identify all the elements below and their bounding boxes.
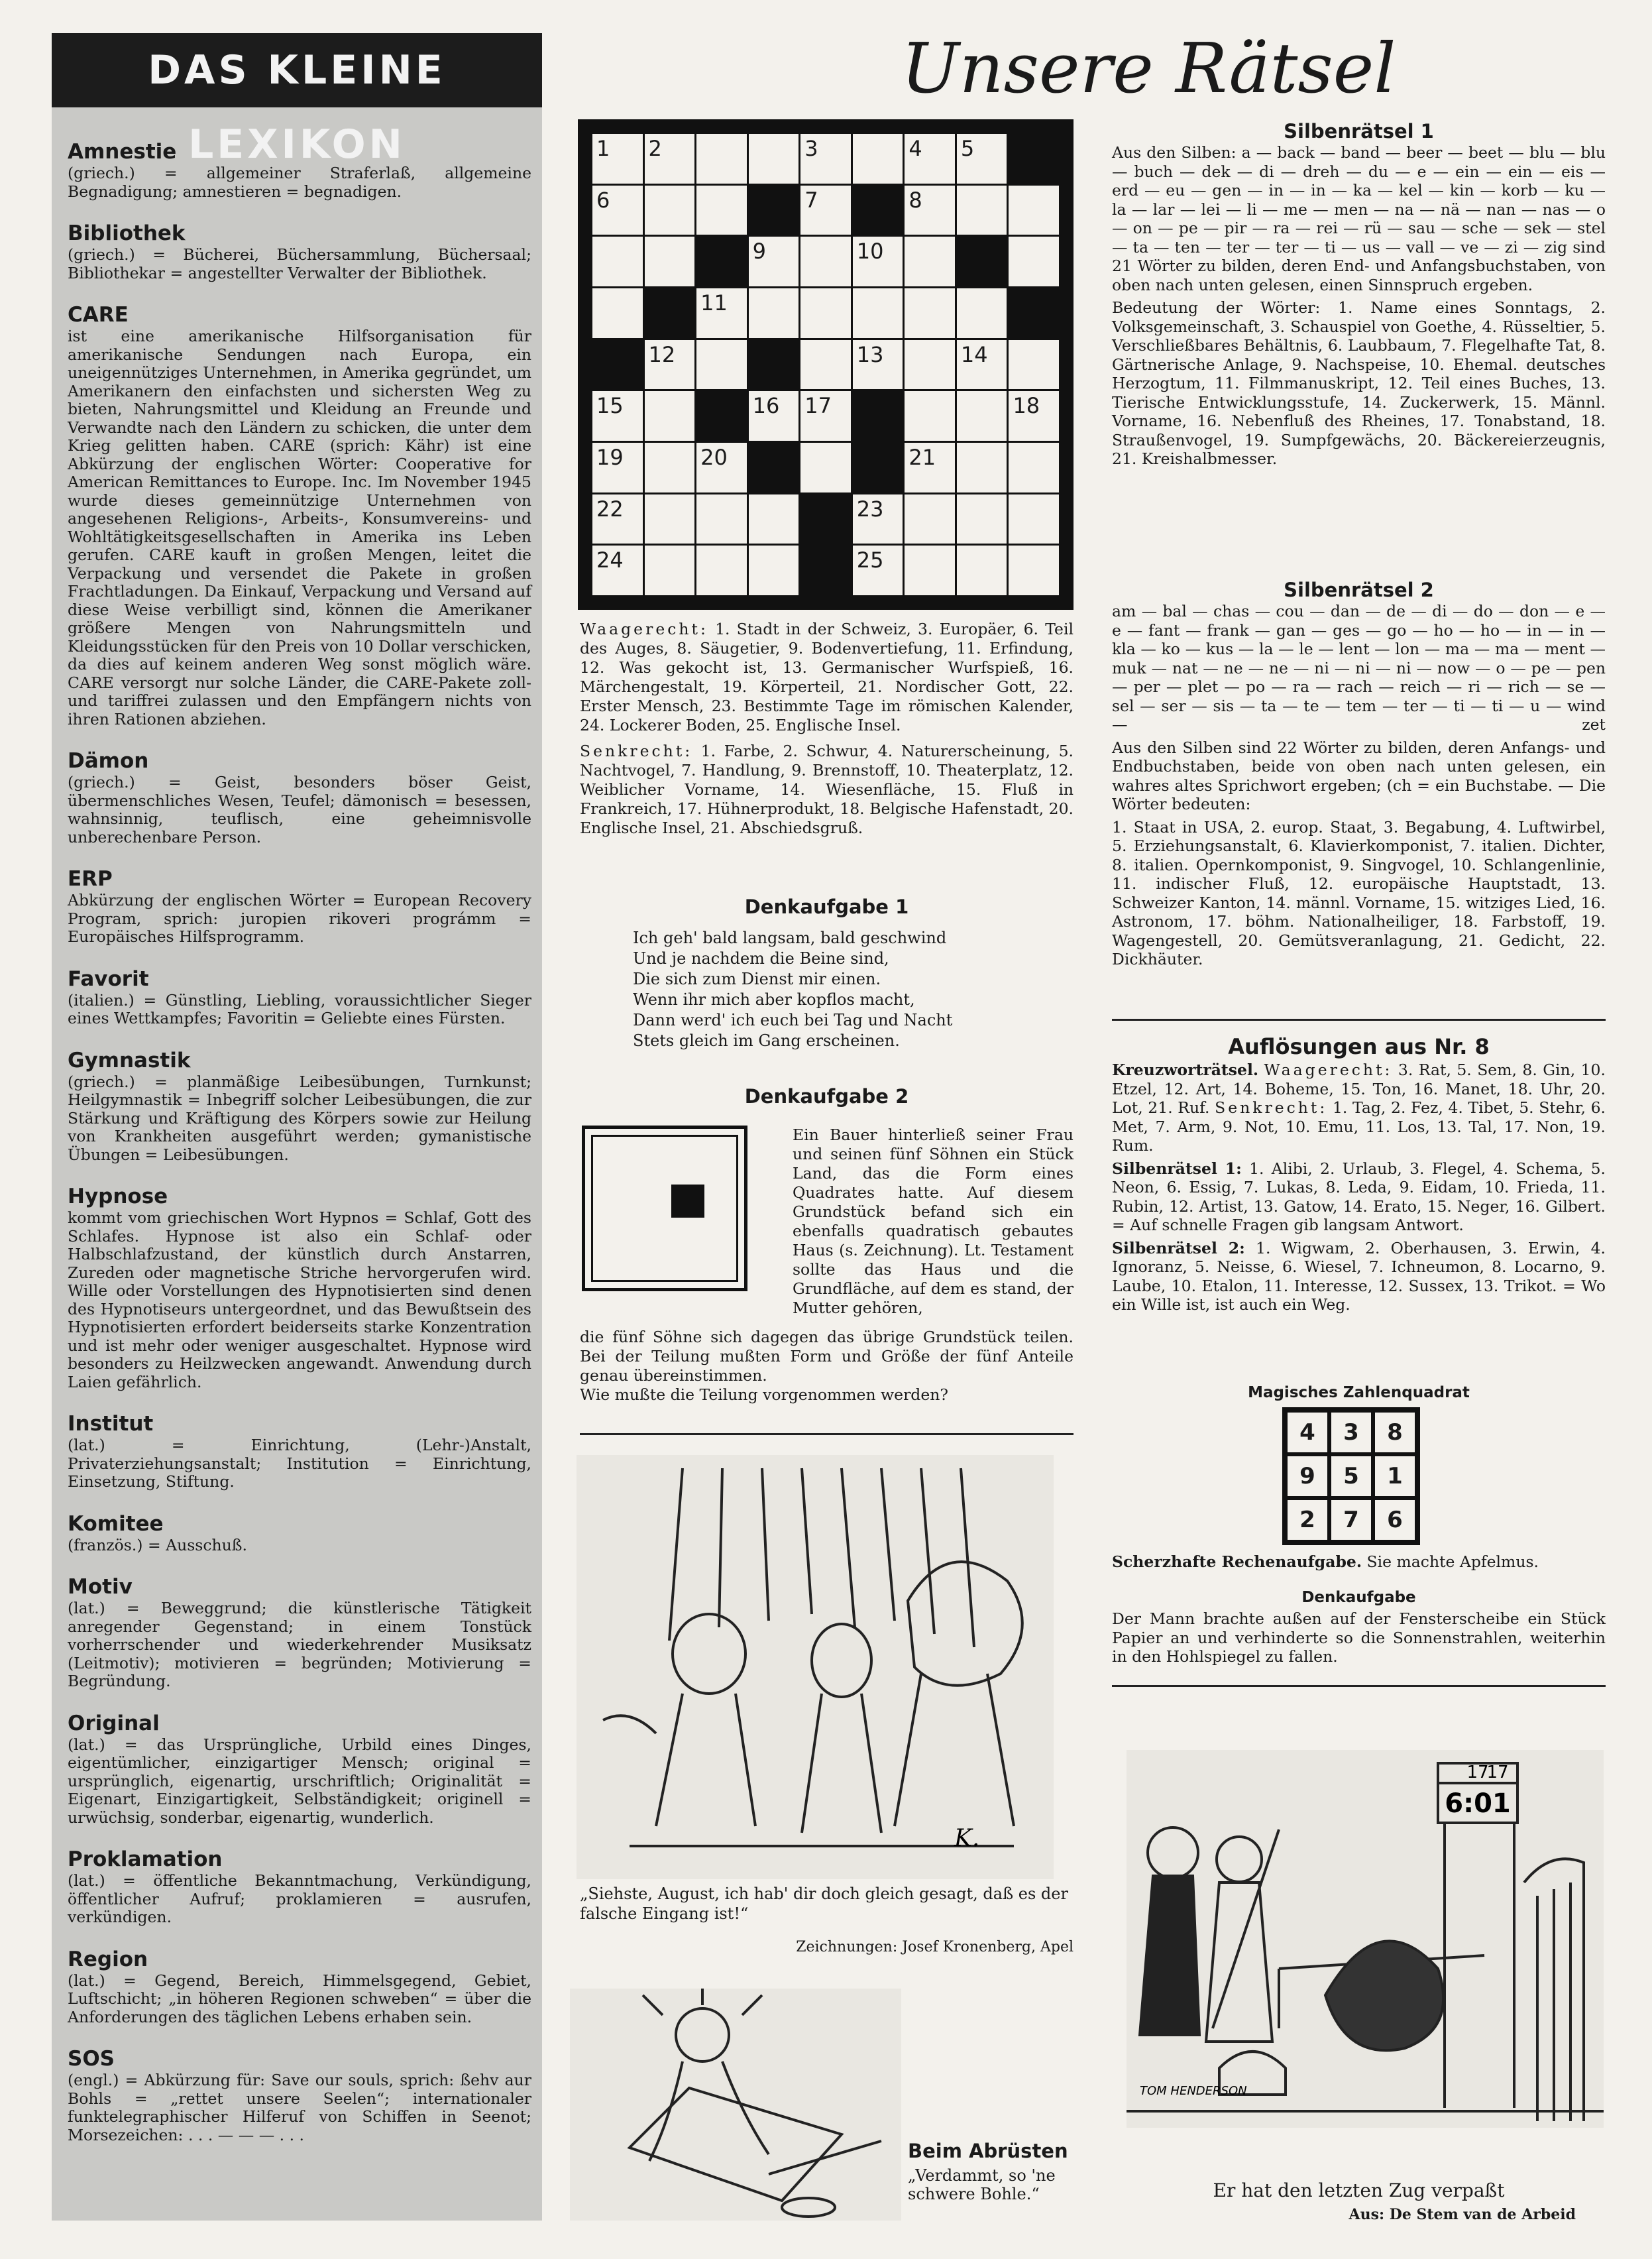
lexikon-term: Komitee bbox=[68, 1511, 164, 1536]
crossword-cell[interactable] bbox=[957, 186, 1007, 235]
cartoon-wrong-entrance bbox=[577, 1455, 1054, 1879]
crossword-cell[interactable] bbox=[1009, 494, 1059, 544]
crossword-cell[interactable] bbox=[800, 340, 851, 390]
lexikon-definition: (lat.) = Einrichtung, (Lehr-)Anstalt, Privaterziehungsanstalt; Institution = Einrichtung, Einsetzung, Stiftung. bbox=[68, 1436, 531, 1491]
solution-silben-1-text: 1. Alibi, 2. Urlaub, 3. Flegel, 4. Schema, 5. Neon, 6. Essig, 7. Lukas, 8. Leda, 9. Eidam, 10. Frieda, 11. Rubin, 12. Artist, 13. Gatow, 14. Erato, 15. Neger, 16. Gilbert. = Auf schnelle Fragen gib langsam Antwort. bbox=[1112, 1159, 1606, 1234]
crossword-cell-number: 11 bbox=[700, 290, 728, 316]
crossword-cell[interactable] bbox=[696, 186, 747, 235]
solution-denkaufgabe-text: Der Mann brachte außen auf der Fensterscheibe ein Stück Papier an und verhinderte so die Sonnenstrahlen, weiterhin in den Hohlspiegel zu fallen. bbox=[1112, 1609, 1606, 1666]
crossword-cell-number: 3 bbox=[804, 136, 818, 161]
crossword-cell[interactable] bbox=[645, 340, 695, 390]
crossword-cell-number: 6 bbox=[596, 187, 610, 213]
lexikon-definition: (lat.) = öffentliche Bekanntmachung, Verkündigung, öffentlicher Aufruf; proklamieren = ausrufen, verkündigen. bbox=[68, 1871, 531, 1926]
magic-square-cell: 1 bbox=[1375, 1456, 1415, 1496]
crossword-cell[interactable] bbox=[749, 288, 799, 338]
crossword-cell[interactable] bbox=[800, 186, 851, 235]
crossword-cell[interactable] bbox=[592, 237, 643, 286]
crossword-cell-number: 18 bbox=[1013, 393, 1040, 419]
crossword-black-cell bbox=[853, 443, 903, 492]
solution-across: 3. Rat, 5. Sem, 8. Gin, 10. Etzel, 12. Art, 14. Boheme, 15. Ton, 16. Manet, 18. Uhr, 20. Lot, 21. Ruf. bbox=[1112, 1061, 1606, 1117]
silbenraetsel-1-syllables: Aus den Silben: a — back — band — beer — beet — blu — blu — buch — dek — di — dreh — du — e — ein — ein — eis — erd — eu — gen — in — in — ka — kel — kin — korb — ku — la — lar — lei — li — me — men — na — nä — nan — nas — o — on — pe — pir — ra — rei — rü — sau — sche — sek — stel — ta — ten — ter — ter — ti — us — vall — ve — zi — zig sind 21 Wörter zu bilden, deren End- und Anfangsbuchstaben, von oben nach unten gelesen, einen Sinnspruch ergeben. bbox=[1112, 143, 1606, 294]
lexikon-entry bbox=[68, 1947, 531, 2027]
crossword-cell[interactable] bbox=[749, 391, 799, 441]
lexikon-definition: (französ.) = Ausschuß. bbox=[68, 1535, 247, 1554]
lexikon-definition: (griech.) = allgemeiner Straferlaß, allgemeine Begnadigung; amnestieren = begnadigen. bbox=[68, 164, 531, 201]
crossword-black-cell bbox=[645, 288, 695, 338]
crossword-cell[interactable] bbox=[905, 443, 955, 492]
crossword-cell[interactable] bbox=[645, 546, 695, 595]
crossword-cell-number: 24 bbox=[596, 548, 624, 573]
lexikon-entry bbox=[68, 748, 531, 846]
crossword-cell-number: 15 bbox=[596, 393, 624, 419]
crossword-cell[interactable] bbox=[800, 443, 851, 492]
crossword-cell[interactable] bbox=[853, 237, 903, 286]
cartoon-missed-train-drawing bbox=[1127, 1750, 1604, 2128]
magic-square-cell: 3 bbox=[1331, 1413, 1371, 1452]
cartoon-3-signature: TOM HENDERSON bbox=[1140, 2084, 1247, 2098]
solution-silben-1 bbox=[1112, 1159, 1606, 1235]
crossword-black-cell bbox=[749, 340, 799, 390]
crossword-cell[interactable] bbox=[1009, 186, 1059, 235]
lexikon-entry bbox=[68, 1511, 531, 1555]
lexikon-term: Motiv bbox=[68, 1575, 133, 1599]
crossword-cell[interactable] bbox=[1009, 391, 1059, 441]
crossword-cell[interactable] bbox=[645, 237, 695, 286]
magic-square-cell: 5 bbox=[1331, 1456, 1371, 1496]
solution-denkaufgabe bbox=[1112, 1586, 1606, 1666]
crossword-black-cell bbox=[592, 340, 643, 390]
lexikon-entry bbox=[68, 1847, 531, 1927]
lexikon-term: Bibliothek bbox=[68, 221, 186, 245]
crossword-cell[interactable] bbox=[905, 546, 955, 595]
lexikon-term: Gymnastik bbox=[68, 1048, 191, 1072]
lexikon-entry bbox=[68, 866, 531, 947]
lexikon-definition: (lat.) = Gegend, Bereich, Himmelsgegend, Gebiet, Luftschicht; „in höheren Regionen schweben“ = über die Anforderungen des täglichen Lebens erhaben sein. bbox=[68, 1971, 531, 2026]
crossword-cell-number: 22 bbox=[596, 496, 624, 522]
crossword-cell-number: 25 bbox=[856, 548, 884, 573]
crossword-cell[interactable] bbox=[800, 134, 851, 184]
poem-line: Die sich zum Dienst mir einen. bbox=[633, 970, 881, 988]
solution-across-label: Waagerecht: bbox=[1264, 1061, 1393, 1079]
crossword-cell[interactable] bbox=[696, 443, 747, 492]
silbenraetsel-1-meaning: Bedeutung der Wörter: 1. Name eines Sonntags, 2. Volksgemeinschaft, 3. Schauspiel von Goethe, 4. Rüsseltier, 5. Verschließbares Behältnis, 6. Laubbaum, 7. Flegelhafte Tat, 8. Gärtnerische Anlage, 9. Nachspeise, 10. Ehemal. deutsches Herzogtum, 11. Filmmanuskript, 12. Teil eines Buches, 13. Tierische Entwicklungsstufe, 14. Zuckerwerk, 15. Männl. Vorname, 16. Nebenfluß des Rheines, 17. Tonabstand, 18. Straußenvogel, 19. Sumpfgewächs, 20. Bäckereierzeugnis, 21. Kreishalbmesser. bbox=[1112, 298, 1606, 468]
crossword-black-cell bbox=[800, 494, 851, 544]
lexikon-entry bbox=[68, 1711, 531, 1827]
divider bbox=[1112, 1019, 1606, 1021]
crossword-black-cell bbox=[696, 391, 747, 441]
lexikon-term: ERP bbox=[68, 867, 113, 891]
crossword-cell[interactable] bbox=[853, 546, 903, 595]
lexikon-term: Favorit bbox=[68, 966, 149, 991]
cartoon-3-source: Aus: De Stem van de Arbeid bbox=[1349, 2206, 1576, 2223]
calendar-day-2: 17 bbox=[1486, 1763, 1509, 1782]
calendar-day-1: 17 bbox=[1466, 1763, 1489, 1782]
clock-time: 6:01 bbox=[1445, 1788, 1511, 1819]
cartoon-1-caption: „Siehste, August, ich hab' dir doch gleich gesagt, daß es der falsche Eingang ist!“ bbox=[580, 1884, 1068, 1923]
crossword-cell[interactable] bbox=[696, 494, 747, 544]
lexikon-entry bbox=[68, 1184, 531, 1391]
solution-scherz-label: Scherzhafte Rechenaufgabe. bbox=[1112, 1552, 1362, 1571]
crossword-cell-number: 12 bbox=[648, 341, 676, 367]
lexikon-term: CARE bbox=[68, 303, 129, 327]
crossword-cell[interactable] bbox=[957, 134, 1007, 184]
lexikon-entry bbox=[68, 966, 531, 1028]
crossword-black-cell bbox=[1009, 134, 1059, 184]
crossword-cell[interactable] bbox=[1009, 546, 1059, 595]
crossword-cell-number: 17 bbox=[804, 393, 832, 419]
lexikon-entry bbox=[68, 1411, 531, 1491]
crossword-black-cell bbox=[957, 237, 1007, 286]
crossword-cell[interactable] bbox=[696, 340, 747, 390]
lexikon-definition: (griech.) = planmäßige Leibesübungen, Turnkunst; Heilgymnastik = Inbegriff solcher Leibesübungen, die zur Stärkung und Kräftigung des Körpers sowie zur Heilung von Krankheiten ausgeführt werden; gymanistische Übungen = Leibesübungen. bbox=[68, 1072, 531, 1164]
silbenraetsel-2-intro: Aus den Silben sind 22 Wörter zu bilden, deren Anfangs- und Endbuchstaben, beide von oben nach unten gelesen, ein wahres altes Sprichwort ergeben; (ch = ein Buchstabe. — Die Wörter bedeuten: bbox=[1112, 738, 1606, 813]
lexikon-definition: kommt vom griechischen Wort Hypnos = Schlaf, Gott des Schlafes. Hypnose ist also ein Schlaf- oder Halbschlafzustand, der künstlich durch Anstarren, Zureden oder magnetische Striche hervorgerufen wird. Wille oder Vorstellungen des Hypnotisierten sind denen des Hypnotiseurs untergeordnet, und das Bewußtsein des Hypnotisierten erfordert beiderseits starke Konzentration und ist mehr oder weniger ausgeschaltet. Hypnose wird besonders zu Heilzwecken angewandt. Anwendung durch Laien gefährlich. bbox=[68, 1208, 531, 1391]
crossword-cell[interactable] bbox=[1009, 443, 1059, 492]
lexikon-entry bbox=[68, 1574, 531, 1691]
crossword-cell-number: 9 bbox=[752, 239, 767, 264]
crossword-cell[interactable] bbox=[853, 134, 903, 184]
aufloesungen-title: Auflösungen aus Nr. 8 bbox=[1228, 1034, 1490, 1059]
poem-line: Dann werd' ich euch bei Tag und Nacht bbox=[633, 1011, 953, 1029]
lexikon-definition: Abkürzung der englischen Wörter = European Recovery Program, sprich: juropien rikoveri prográmm = Europäisches Hilfsprogramm. bbox=[68, 891, 531, 946]
cartoon-missed-train bbox=[1127, 1750, 1604, 2128]
crossword-cell[interactable] bbox=[645, 443, 695, 492]
crossword-cell[interactable] bbox=[592, 443, 643, 492]
poem-line: Wenn ihr mich aber kopflos macht, bbox=[633, 990, 915, 1009]
crossword-cell[interactable] bbox=[905, 288, 955, 338]
denkaufgabe-2-text-a: Ein Bauer hinterließ seiner Frau und seinen fünf Söhnen ein Stück Land, das die Form eines Quadrates hatte. Auf diesem Grundstück befand sich ein ebenfalls quadratisch gebautes Haus (s. Zeichnung). Lt. Testament sollte das Haus und die Grundfläche, auf dem es stand, der Mutter gehören, bbox=[793, 1126, 1074, 1317]
magic-square bbox=[1282, 1407, 1420, 1545]
lexikon-term: Region bbox=[68, 1947, 148, 1971]
cartoon-wrong-entrance-drawing bbox=[577, 1455, 1054, 1879]
crossword-clues bbox=[580, 620, 1074, 844]
lexikon-entry bbox=[68, 302, 531, 728]
solution-denkaufgabe-title: Denkaufgabe bbox=[1301, 1589, 1416, 1606]
crossword-black-cell bbox=[696, 237, 747, 286]
cartoon-credit: Zeichnungen: Josef Kronenberg, Apel bbox=[796, 1939, 1074, 1955]
crossword-cell-number: 5 bbox=[960, 136, 975, 161]
crossword-cell-number: 2 bbox=[648, 136, 662, 161]
crossword-cell[interactable] bbox=[905, 237, 955, 286]
solution-silben-1-label: Silbenrätsel 1: bbox=[1112, 1159, 1242, 1178]
crossword-cell[interactable] bbox=[749, 134, 799, 184]
crossword-cell[interactable] bbox=[645, 134, 695, 184]
crossword-black-cell bbox=[853, 186, 903, 235]
crossword-cell[interactable] bbox=[749, 494, 799, 544]
aufloesungen bbox=[1112, 1033, 1606, 1318]
crossword-cell-number: 4 bbox=[909, 136, 922, 161]
divider bbox=[1112, 1685, 1606, 1687]
crossword-cell-number: 1 bbox=[596, 136, 610, 161]
denkaufgabe-1-poem bbox=[633, 928, 1074, 1051]
across-text: 1. Stadt in der Schweiz, 3. Europäer, 6. Teil des Auges, 8. Säugetier, 9. Bodenvertiefung, 11. Erfindung, 12. Was gekocht ist, 13. Germanischer Wurfspieß, 16. Märchengestalt, 19. Körperteil, 21. Nordischer Gott, 22. Erster Mensch, 23. Bestimmte Tage im römischen Kalender, 24. Lockerer Boden, 25. Englische Insel. bbox=[580, 620, 1074, 734]
denkaufgabe-1-title: Denkaufgabe 1 bbox=[744, 896, 909, 918]
page-title: Unsere Rätsel bbox=[901, 28, 1396, 109]
lexikon-term: Institut bbox=[68, 1412, 154, 1436]
crossword-cell[interactable] bbox=[592, 546, 643, 595]
crossword-cell[interactable] bbox=[749, 237, 799, 286]
poem-line: Und je nachdem die Beine sind, bbox=[633, 949, 889, 968]
divider bbox=[580, 1433, 1074, 1435]
land-square-inner bbox=[591, 1135, 738, 1282]
crossword-cell-number: 14 bbox=[960, 341, 988, 367]
lexikon-definition: (italien.) = Günstling, Liebling, voraussichtlicher Sieger eines Wettkampfes; Favoritin = Geliebte eines Fürsten. bbox=[68, 990, 531, 1027]
lexikon-panel bbox=[52, 33, 542, 2221]
crossword-cell[interactable] bbox=[645, 186, 695, 235]
lexikon-entry bbox=[68, 2046, 531, 2144]
lexikon-term: Proklamation bbox=[68, 1847, 223, 1871]
cartoon-2-title: Beim Abrüsten bbox=[908, 2140, 1068, 2162]
crossword-cell[interactable] bbox=[749, 546, 799, 595]
down-label: Senkrecht: bbox=[580, 742, 693, 760]
crossword-cell[interactable] bbox=[853, 288, 903, 338]
denkaufgabe-2-question: Wie mußte die Teilung vorgenommen werden? bbox=[580, 1385, 948, 1404]
crossword-black-cell bbox=[749, 443, 799, 492]
lexikon-definition: (engl.) = Abkürzung für: Save our souls, sprich: ßehv aur Bohls = „rettet unsere Seelen“; internationaler funktelegraphischer Hilferuf von Schiffen in Seenot; Morsezeichen: . . . — — — . . . bbox=[68, 2071, 531, 2144]
denkaufgabe-1 bbox=[580, 895, 1074, 1051]
denkaufgabe-2-text-b bbox=[580, 1328, 1074, 1405]
lexikon-term: Dämon bbox=[68, 749, 149, 773]
solution-down: 1. Tag, 2. Fez, 4. Tibet, 5. Stehr, 6. Met, 7. Arm, 9. Not, 10. Emu, 11. Los, 13. Tal, 17. Non, 19. Rum. bbox=[1112, 1098, 1606, 1155]
crossword-cell[interactable] bbox=[592, 288, 643, 338]
magic-square-cell: 8 bbox=[1375, 1413, 1415, 1452]
crossword-cell[interactable] bbox=[592, 186, 643, 235]
magic-square-cell: 2 bbox=[1288, 1500, 1327, 1540]
cartoon-abruesten bbox=[570, 1989, 901, 2221]
crossword-cell[interactable] bbox=[905, 494, 955, 544]
lexikon-definition: (griech.) = Bücherei, Büchersammlung, Büchersaal; Bibliothekar = angestellter Verwalter der Bibliothek. bbox=[68, 245, 531, 282]
crossword-cell[interactable] bbox=[957, 443, 1007, 492]
crossword-grid bbox=[578, 119, 1074, 610]
crossword-cell[interactable] bbox=[800, 391, 851, 441]
silbenraetsel-2-title: Silbenrätsel 2 bbox=[1284, 579, 1434, 601]
crossword-cell[interactable] bbox=[957, 494, 1007, 544]
house-square bbox=[671, 1185, 704, 1218]
lexikon-entries bbox=[68, 139, 531, 2164]
crossword-cell[interactable] bbox=[1009, 340, 1059, 390]
crossword-cell-number: 13 bbox=[856, 341, 884, 367]
solution-crossword bbox=[1112, 1061, 1606, 1155]
crossword-cell-number: 16 bbox=[752, 393, 780, 419]
lexikon-term: Hypnose bbox=[68, 1185, 168, 1208]
clues-across bbox=[580, 620, 1074, 735]
lexikon-definition: (griech.) = Geist, besonders böser Geist, übermenschliches Wesen, Teufel; dämonisch = besessen, wahnsinnig, teuflisch, eine geheimnisvolle unberechenbare Person. bbox=[68, 773, 531, 846]
land-square-figure bbox=[582, 1126, 747, 1291]
silbenraetsel-2-meaning: 1. Staat in USA, 2. europ. Staat, 3. Begabung, 4. Luftwirbel, 5. Erziehungsanstalt, 6. Klavierkomponist, 7. italien. Dichter, 8. italien. Opernkomponist, 9. Singvogel, 10. Schlangenlinie, 11. indischer Fluß, 12. europäische Hauptstadt, 13. Schweizer Kanton, 14. männl. Vorname, 15. witziges Lied, 16. Astronom, 17. böhm. Nationalheiliger, 18. Farbstoff, 19. Wagengestell, 20. Gemütsveranlagung, 21. Gedicht, 22. Dickhäuter. bbox=[1112, 817, 1606, 968]
crossword-cell-number: 19 bbox=[596, 444, 624, 470]
denkaufgabe-2 bbox=[580, 1084, 1074, 1108]
crossword-cell[interactable] bbox=[1009, 237, 1059, 286]
lexikon-definition: (lat.) = Beweggrund; die künstlerische Tätigkeit anregender Gegenstand; in einem Tonstück vorherrschender und wiederkehrender Musiksatz (Leitmotiv); motivieren = begründen; Motivierung = Begründung. bbox=[68, 1599, 531, 1690]
crossword-cells bbox=[592, 134, 1059, 595]
lexikon-term: SOS bbox=[68, 2047, 115, 2071]
lexikon-entry bbox=[68, 1048, 531, 1165]
crossword-cell-number: 20 bbox=[700, 444, 728, 470]
crossword-cell[interactable] bbox=[957, 391, 1007, 441]
cartoon-abruesten-drawing bbox=[570, 1989, 901, 2221]
crossword-black-cell bbox=[749, 186, 799, 235]
crossword-cell[interactable] bbox=[592, 391, 643, 441]
solution-scherz bbox=[1112, 1552, 1606, 1572]
crossword-cell[interactable] bbox=[800, 288, 851, 338]
crossword-cell[interactable] bbox=[645, 391, 695, 441]
crossword-cell[interactable] bbox=[696, 546, 747, 595]
magic-square-cell: 7 bbox=[1331, 1500, 1371, 1540]
magic-square-cell: 6 bbox=[1375, 1500, 1415, 1540]
crossword-cell[interactable] bbox=[645, 494, 695, 544]
silbenraetsel-2-syllables: am — bal — chas — cou — dan — de — di — do — don — e — e — fant — frank — gan — ges — go — ho — ho — in — in — kla — ko — kus — la — le — lent — lon — ma — ma — ment — muk — nat — ne — ne — ni — ni — ni — now — o — pe — pen — per — plet — po — ra — rach — reich — ri — rich — se — sel — ser — sis — ta — te — tem — ter — ti — ti — u — wind — zet bbox=[1112, 602, 1606, 734]
crossword-cell[interactable] bbox=[905, 340, 955, 390]
crossword-black-cell bbox=[800, 546, 851, 595]
crossword-cell-number: 7 bbox=[804, 187, 818, 213]
cartoon-3-caption: Er hat den letzten Zug verpaßt bbox=[1213, 2179, 1505, 2201]
solution-scherz-text: Sie machte Apfelmus. bbox=[1366, 1552, 1539, 1571]
crossword-cell[interactable] bbox=[957, 288, 1007, 338]
across-label: Waagerecht: bbox=[580, 620, 708, 638]
solution-silben-2-text: 1. Wigwam, 2. Oberhausen, 3. Erwin, 4. Ignoranz, 5. Neisse, 6. Wiesel, 7. Ichneumon, 8. Locarno, 9. Laube, 10. Etalon, 11. Interesse, 12. Sussex, 13. Trikot. = Wo ein Wille ist, ist auch ein Weg. bbox=[1112, 1238, 1606, 1314]
crossword-cell[interactable] bbox=[853, 340, 903, 390]
silbenraetsel-2 bbox=[1112, 578, 1606, 973]
denkaufgabe-2-body: die fünf Söhne sich dagegen das übrige Grundstück teilen. Bei der Teilung mußten Form und Größe der fünf Anteile genau übereinstimmen. bbox=[580, 1328, 1074, 1385]
solution-crossword-label: Kreuzworträtsel. bbox=[1112, 1061, 1259, 1079]
magic-square-cell: 4 bbox=[1288, 1413, 1327, 1452]
crossword-cell[interactable] bbox=[696, 288, 747, 338]
solution-down-label: Senkrecht: bbox=[1215, 1098, 1328, 1117]
crossword-black-cell bbox=[853, 391, 903, 441]
lexikon-term: Original bbox=[68, 1711, 160, 1735]
crossword-cell[interactable] bbox=[905, 391, 955, 441]
crossword-cell-number: 8 bbox=[909, 187, 922, 213]
lexikon-term: Amnestie bbox=[68, 140, 177, 164]
crossword-cell[interactable] bbox=[696, 134, 747, 184]
crossword-cell-number: 23 bbox=[856, 496, 884, 522]
crossword-cell[interactable] bbox=[592, 494, 643, 544]
magic-square-cell: 9 bbox=[1288, 1456, 1327, 1496]
silbenraetsel-1 bbox=[1112, 119, 1606, 473]
crossword-cell-number: 10 bbox=[856, 239, 884, 264]
crossword-black-cell bbox=[1009, 288, 1059, 338]
crossword-cell[interactable] bbox=[853, 494, 903, 544]
lexikon-definition: (lat.) = das Ursprüngliche, Urbild eines Dinges, eigentümlicher, einzigartiger Mensch; original = ursprünglich, eigenartig, urschriftlich; Originalität = Eigenart, Einzigartigkeit, Selbständigkeit; originell = urwüchsig, sonderbar, eigenartig, wunderlich. bbox=[68, 1735, 531, 1827]
cartoon-2-caption: „Verdammt, so 'ne schwere Bohle.“ bbox=[908, 2166, 1056, 2203]
crossword-cell[interactable] bbox=[905, 134, 955, 184]
crossword-cell[interactable] bbox=[800, 237, 851, 286]
magic-square-grid bbox=[1288, 1413, 1415, 1540]
solution-silben-2 bbox=[1112, 1239, 1606, 1314]
down-text: 1. Farbe, 2. Schwur, 4. Naturerscheinung, 5. Nachtvogel, 7. Handlung, 9. Brennstoff, 10. Theaterplatz, 12. Weiblicher Vorname, 14. Wiesenfläche, 15. Fluß in Frankreich, 17. Hühnerprodukt, 18. Belgische Hafenstadt, 20. Englische Insel, 21. Abschiedsgruß. bbox=[580, 742, 1074, 837]
lexikon-entry bbox=[68, 221, 531, 282]
crossword-cell[interactable] bbox=[905, 186, 955, 235]
magic-square-title: Magisches Zahlenquadrat bbox=[1248, 1384, 1470, 1401]
cartoon-1-signature: K. bbox=[954, 1825, 980, 1852]
lexikon-entry bbox=[68, 139, 531, 201]
crossword-cell-number: 21 bbox=[909, 444, 936, 470]
clues-down bbox=[580, 742, 1074, 838]
silbenraetsel-1-title: Silbenrätsel 1 bbox=[1284, 120, 1434, 143]
denkaufgabe-2-title: Denkaufgabe 2 bbox=[744, 1085, 909, 1108]
poem-line: Stets gleich im Gang erscheinen. bbox=[633, 1031, 900, 1050]
lexikon-title: DAS KLEINE LEXIKON bbox=[52, 33, 542, 107]
poem-line: Ich geh' bald langsam, bald geschwind bbox=[633, 929, 947, 947]
crossword-cell[interactable] bbox=[592, 134, 643, 184]
solution-silben-2-label: Silbenrätsel 2: bbox=[1112, 1238, 1245, 1257]
lexikon-definition: ist eine amerikanische Hilfsorganisation für amerikanische Sendungen nach Europa, ein uneigennütziges Unternehmen, in Amerika gegründet, um Amerikanern den einfachsten und sichersten Weg zu bieten, Nahrungsmittel und Kleidung an Freunde und Verwandte nach den Ländern zu schicken, die unter dem Krieg gelitten haben. CARE (sprich: Kähr) ist eine Abkürzung der englischen Wörter: Cooperative for American Remittances to Europe. Inc. Im November 1945 wurde dieses gemeinnützige Unternehmen von angesehenen Religions-, Arbeits-, Konsumvereins- und Wohltätigkeitsgesellschaften in Amerika ins Leben gerufen. CARE kauft in großen Mengen, leitet die Verpackung und versendet die Pakete in großen Frachtladungen. Da Einkauf, Verpackung und Versand auf diese Weise verbilligt sind, können die Amerikaner größere Mengen von Nahrungsmitteln und Kleidungsstücken für den Preis von 10 Dollar verschicken, da dies auf keinem anderen Weg sonst möglich wäre. CARE versorgt nur solche Länder, die CARE-Pakete zoll- und tariffrei zulassen und den Empfängern nichts von ihren Rationen abziehen. bbox=[68, 327, 531, 728]
crossword-cell[interactable] bbox=[957, 546, 1007, 595]
crossword-cell[interactable] bbox=[957, 340, 1007, 390]
